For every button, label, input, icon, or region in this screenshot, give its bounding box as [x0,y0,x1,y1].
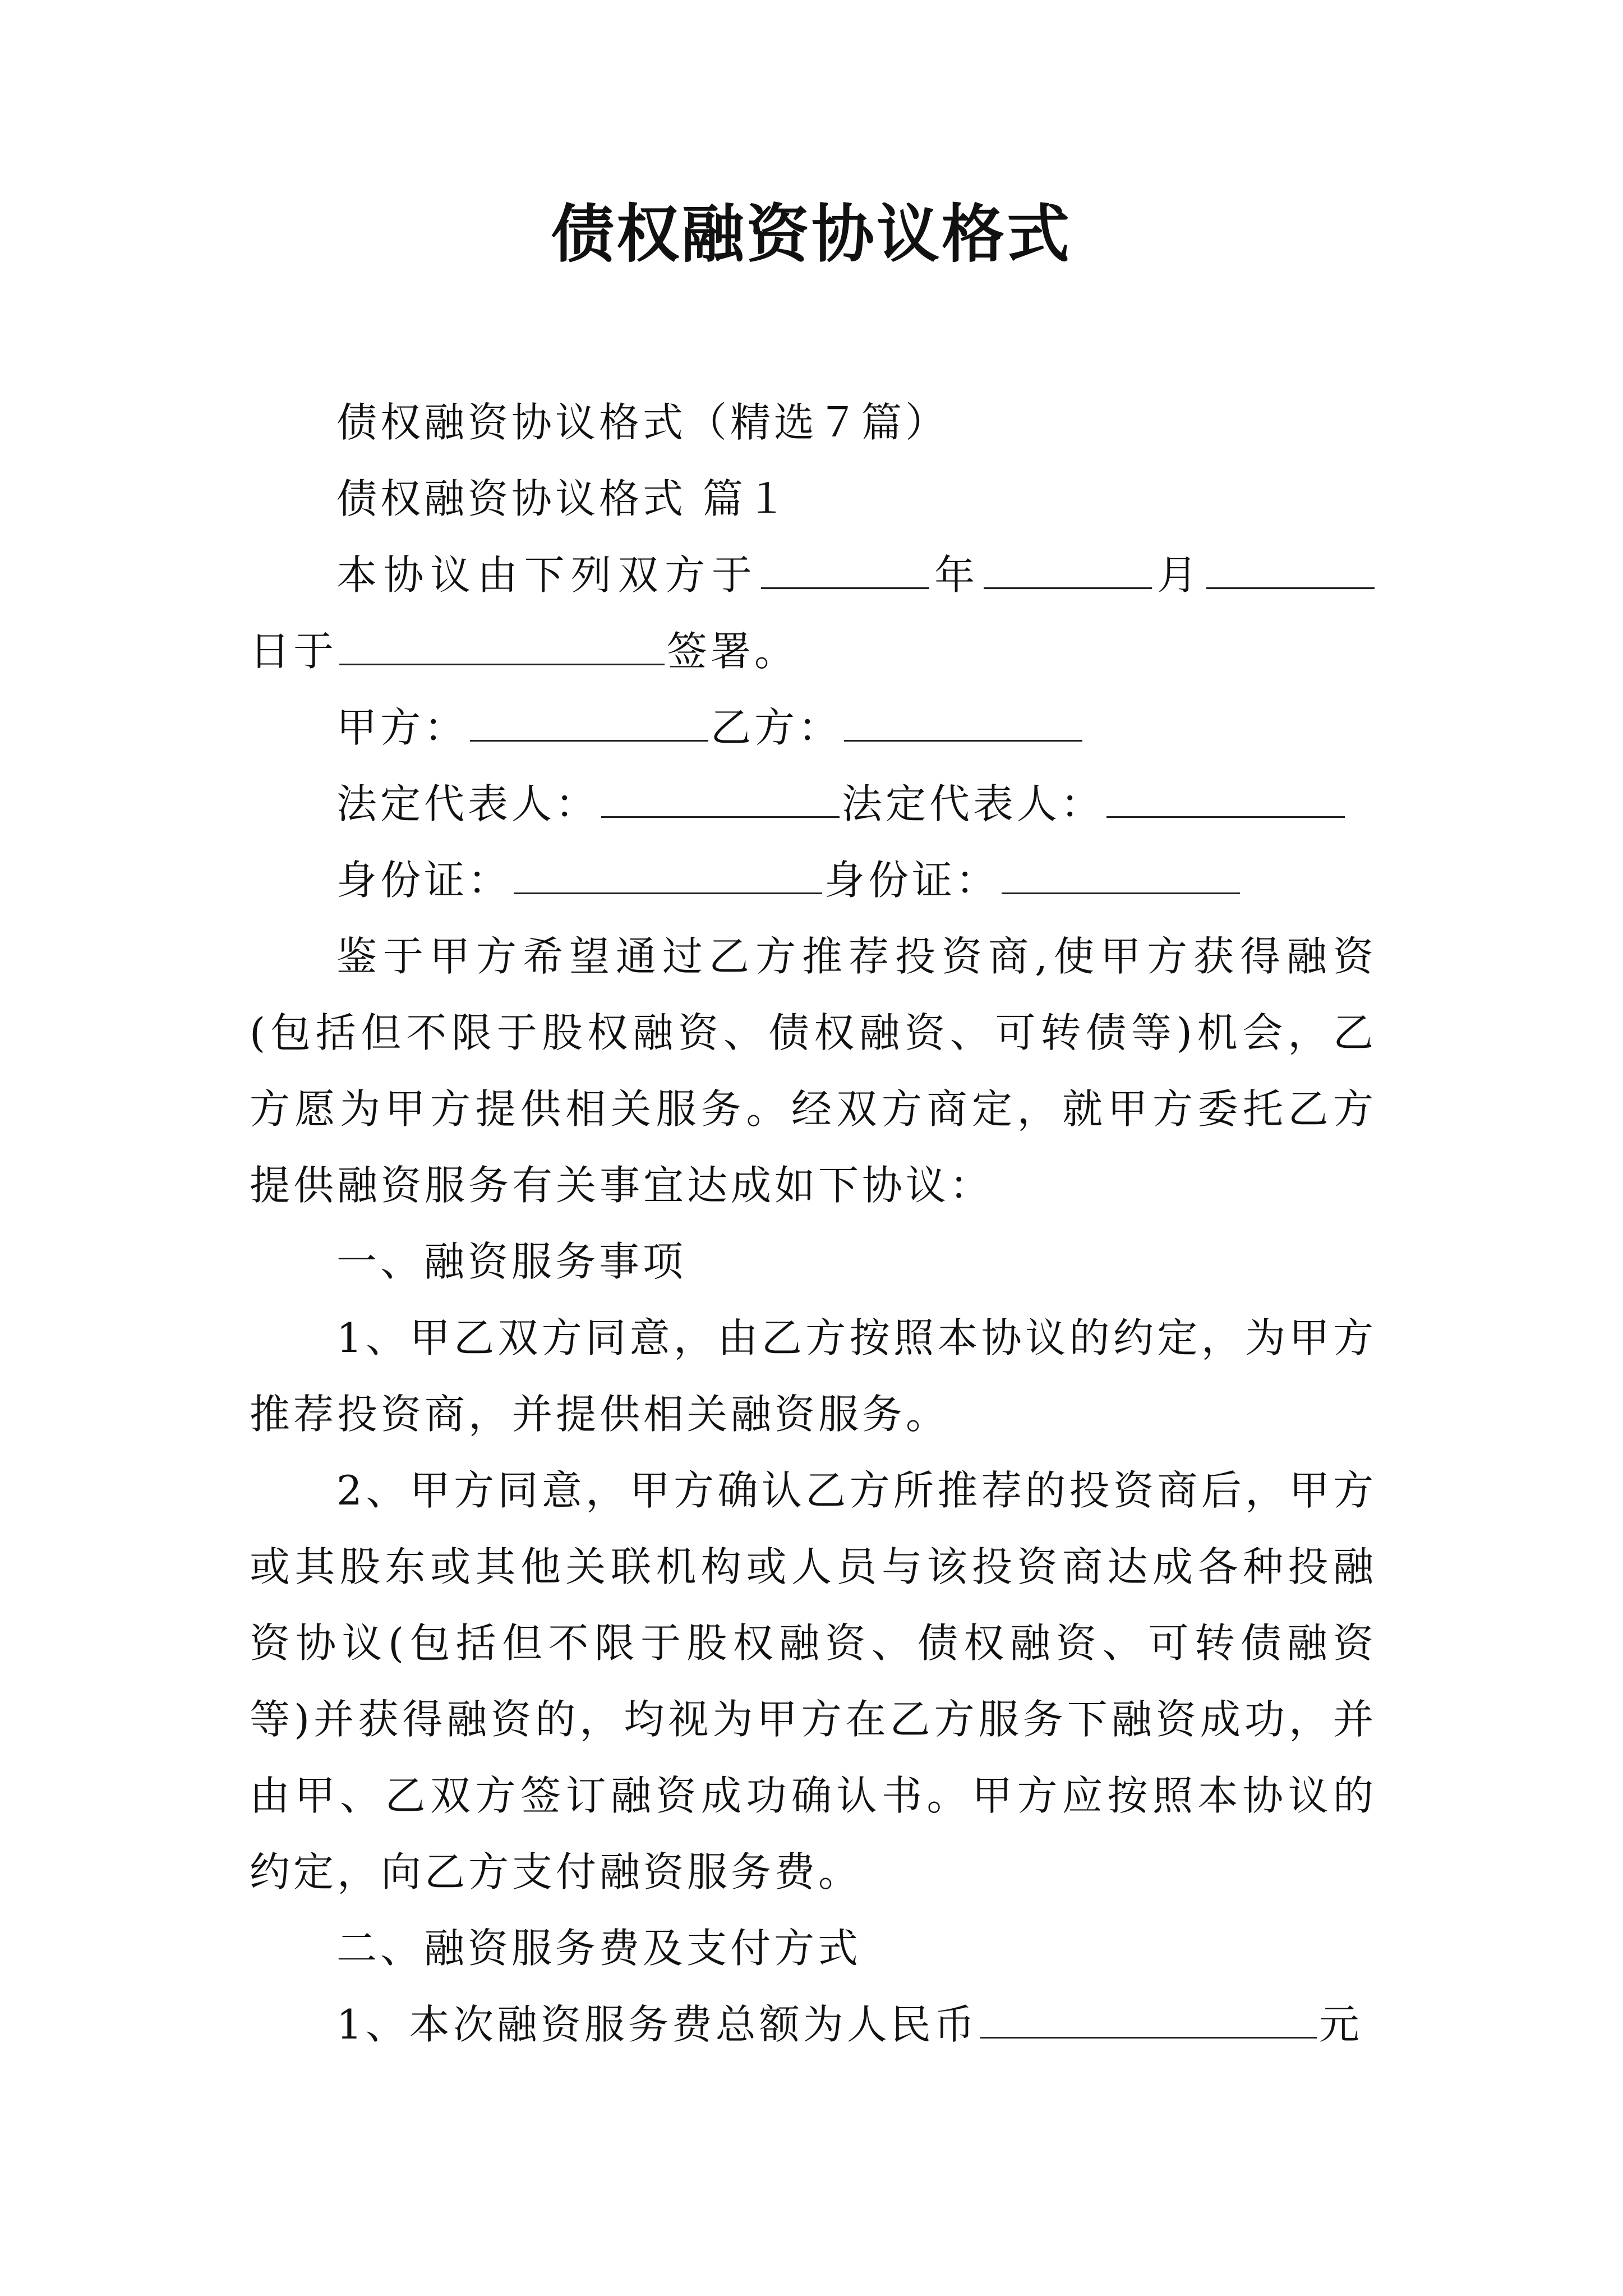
legal-rep-a-blank [601,783,840,818]
month-blank [984,554,1152,589]
section1-heading: 一、融资服务事项 [336,1238,687,1285]
id-a-blank [514,859,822,894]
month-label: 月 [1154,551,1204,599]
clause-2-1 [250,1986,1377,2063]
legal-rep-b-label: 法定代表人： [842,780,1105,827]
place-blank [339,630,665,665]
fee-amount-blank [980,2003,1317,2039]
party-b-label: 乙方： [711,704,842,751]
legal-rep-line [250,766,1377,842]
parties-line [250,689,1377,766]
signing-suffix: 签署。 [667,628,799,675]
day-label: 日于 [250,628,338,675]
id-b-blank [1002,859,1240,894]
legal-rep-b-blank [1106,783,1345,818]
legal-rep-a-label: 法定代表人： [336,780,600,827]
id-b-label: 身份证： [824,857,1000,904]
document-title: 债权融资协议格式 [551,197,1072,271]
preamble: 鉴于甲方希望通过乙方推荐投资商,使甲方获得融资(包括但不限于股权融资、债权融资、可转债等)机会，乙方愿为甲方提供相关服务。经双方商定，就甲方委托乙方提供融资服务有关事宜达成如下协议： [250,933,1377,1209]
document-body [250,384,1377,2063]
party-a-blank [470,706,708,742]
party-b-blank [844,706,1082,742]
year-label: 年 [931,551,981,599]
signing-prefix: 本协议由下列双方于 [336,551,759,599]
id-line [250,842,1377,918]
subtitle: 债权融资协议格式（精选７篇） [336,399,949,446]
party-a-label: 甲方： [336,704,468,751]
day-blank [1206,554,1375,589]
year-blank [761,554,929,589]
signing-line [250,537,1377,689]
clause-1-2: 2、甲方同意，甲方确认乙方所推荐的投资商后，甲方或其股东或其他关联机构或人员与该投资商达成各种投融资协议(包括但不限于股权融资、债权融资、可转债融资等)并获得融资的，均视为甲方在乙方服务下融资成功，并由甲、乙双方签订融资成功确认书。甲方应按照本协议的约定，向乙方支付融资服务费。 [250,1467,1377,1895]
id-a-label: 身份证： [336,857,512,904]
clause-2-1-suffix: 元 [1318,2001,1363,2048]
clause-2-1-prefix: 1、本次融资服务费总额为人民币 [336,2001,978,2048]
clause-1-1: 1、甲乙双方同意，由乙方按照本协议的约定，为甲方推荐投资商，并提供相关融资服务。 [250,1314,1377,1438]
section2-heading: 二、融资服务费及支付方式 [336,1925,862,1972]
section-heading: 债权融资协议格式 篇１ [336,475,790,522]
